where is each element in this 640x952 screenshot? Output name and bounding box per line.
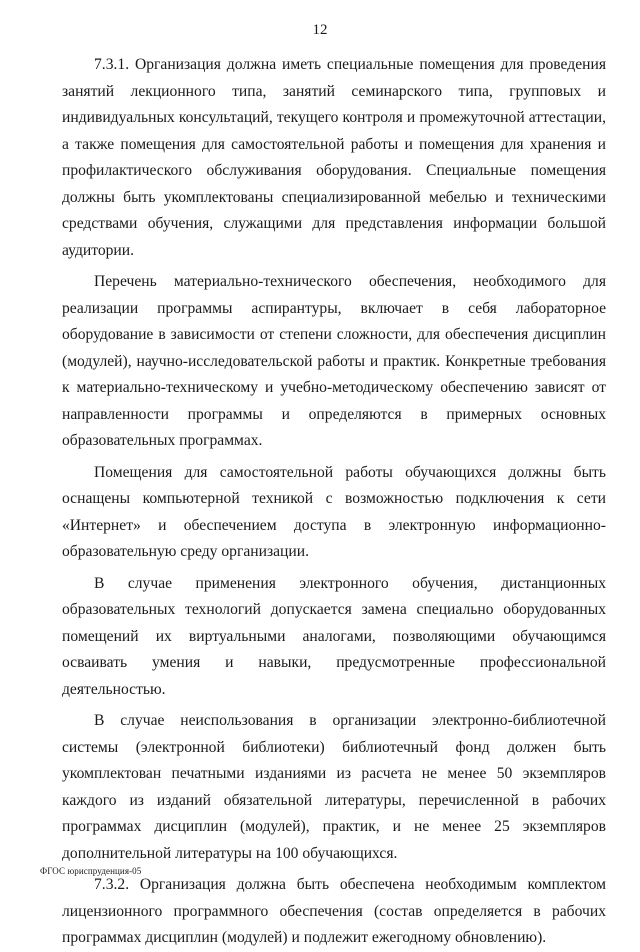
footer-document-code: ФГОС юриспруденция-05 bbox=[40, 866, 142, 876]
document-body bbox=[62, 52, 606, 952]
paragraph-e-learning: В случае применения электронного обучения, дистанционных образовательных технологий допускается замена специально оборудованных помещений их виртуальными аналогами, позволяющими обучающимся осваивать умения и навыки, предусмотренные профессиональной деятельностью. bbox=[62, 574, 606, 698]
paragraph-self-study-rooms: Помещения для самостоятельной работы обучающихся должны быть оснащены компьютерной техникой с возможностью подключения к сети «Интернет» и обеспечением доступа в электронную информационно-образовательную среду организации. bbox=[62, 463, 606, 560]
page-number: 12 bbox=[312, 22, 328, 38]
paragraph-equipment-list: Перечень материально-технического обеспечения, необходимого для реализации программы аспирантуры, включает в себя лабораторное оборудование в зависимости от степени сложности, для обеспечения дисциплин (модулей), научно-исследовательской работы и практик. Конкретные требования к материально-техническому и учебно-методическому обеспечению зависят от направленности программы и определяются в примерных основных образовательных программах. bbox=[62, 273, 606, 449]
paragraph-library-fund: В случае неиспользования в организации электронно-библиотечной системы (электронной библиотеки) библиотечный фонд должен быть укомплектован печатными изданиями из расчета не менее 50 экземпляров каждого из изданий обязательной литературы, перечисленной в рабочих программах дисциплин (модулей), практик, и не менее 25 экземпляров дополнительной литературы на 100 обучающихся. bbox=[62, 712, 606, 862]
paragraph-7-3-2: 7.3.2. Организация должна быть обеспечена необходимым комплектом лицензионного программного обеспечения (состав определяется в рабочих программах дисциплин (модулей) и подлежит ежегодному обновлению). bbox=[62, 876, 606, 946]
paragraph-7-3-1: 7.3.1. Организация должна иметь специальные помещения для проведения занятий лекционного типа, занятий семинарского типа, групповых и индивидуальных консультаций, текущего контроля и промежуточной аттестации, а также помещения для самостоятельной работы и помещения для хранения и профилактического обслуживания оборудования. Специальные помещения должны быть укомплектованы специализированной мебелью и техническими средствами обучения, служащими для представления информации большой аудитории. bbox=[62, 56, 606, 259]
